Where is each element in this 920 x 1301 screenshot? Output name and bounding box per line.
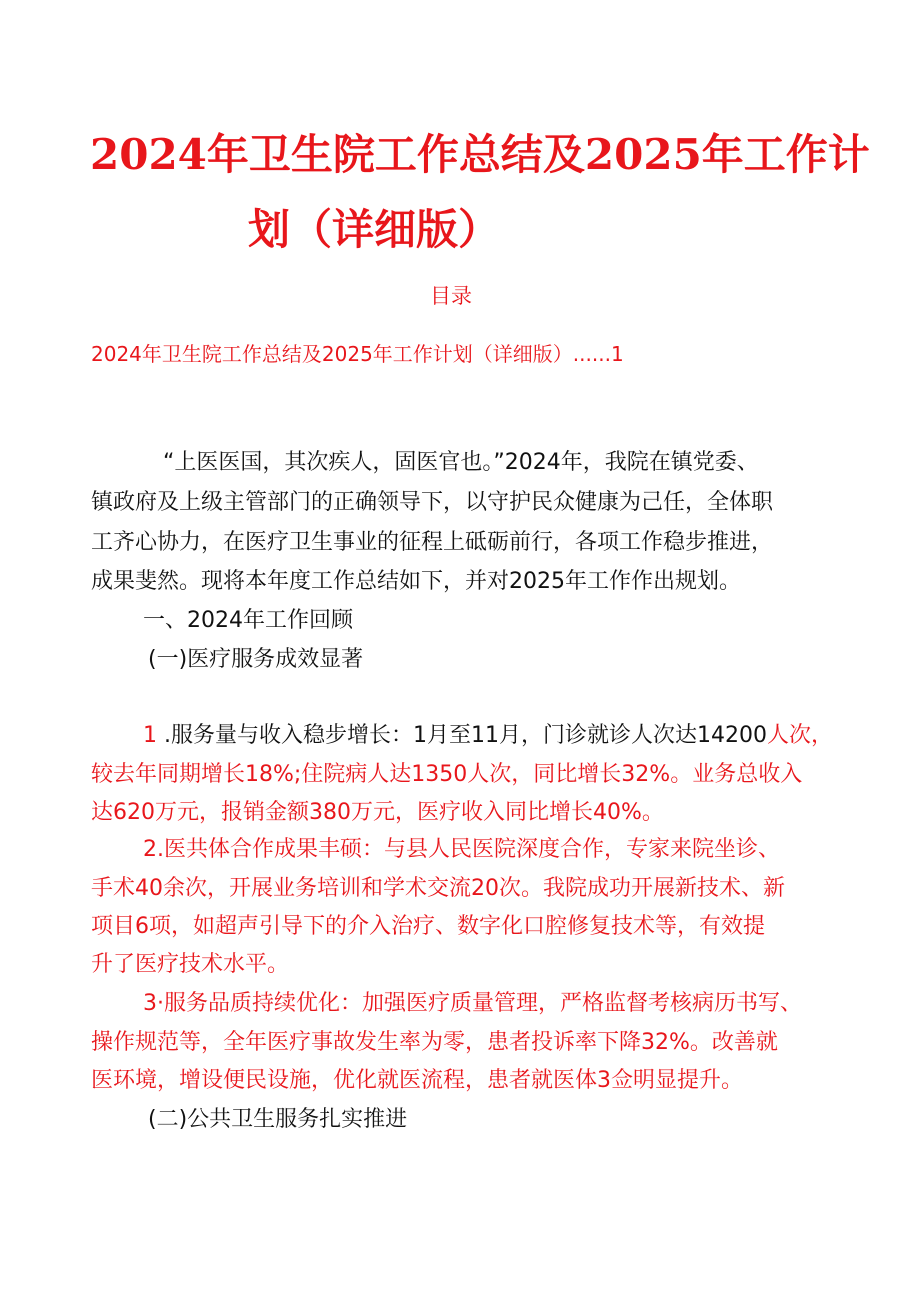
item-3-line-1: 3·服务品质持续优化：加强医疗质量管理，严格监督考核病历书写、 <box>143 991 802 1016</box>
item-1-line-1 <box>143 721 833 751</box>
intro-line-4: 成果斐然。现将本年度工作总结如下，并对2025年工作作出规划。 <box>91 569 741 594</box>
document-title-line-1: 2024年卫生院工作总结及2025年工作计 <box>90 130 870 179</box>
item-1-line-3: 达620万元，报销金额380万元，医疗收入同比增长40%。 <box>91 800 664 825</box>
item-3-line-2: 操作规范等，全年医疗事故发生率为零，患者投诉率下降32%。改善就 <box>91 1030 778 1055</box>
item-1-number: 1 <box>143 723 157 748</box>
intro-line-2: 镇政府及上级主管部门的正确领导下，以守护民众健康为己任，全体职 <box>91 490 774 515</box>
item-2-line-2: 手术40余次，开展业务培训和学术交流20次。我院成功开展新技术、新 <box>91 876 785 901</box>
intro-line-3: 工齐心协力，在医疗卫生事业的征程上砥砺前行，各项工作稳步推进， <box>91 530 774 555</box>
item-2-line-3: 项目6项，如超声引导下的介入治疗、数字化口腔修复技术等，有效提 <box>91 914 765 939</box>
item-2-line-4: 升了医疗技术水平。 <box>91 952 290 977</box>
item-1-line-2: 较去年同期增长18%;住院病人达1350人次，同比增长32%。业务总收入 <box>91 762 803 787</box>
toc-entry: 2024年卫生院工作总结及2025年工作计划（详细版）......1 <box>91 342 624 366</box>
item-3-line-3: 医环境，增设便民设施，优化就医流程，患者就医体3佥明显提升。 <box>91 1068 743 1093</box>
section-heading-1: 一、2024年工作回顾 <box>143 608 353 633</box>
item-1-text-tail: 人次， <box>766 723 833 748</box>
item-1-text: .服务量与收入稳步增长：1月至11月，门诊就诊人次达14200 <box>157 723 767 748</box>
document-title-line-2: 划（详细版） <box>248 205 501 254</box>
subsection-heading-1: (一)医疗服务成效显著 <box>148 647 364 672</box>
item-2-line-1: 2.医共体合作成果丰硕：与县人民医院深度合作，专家来院坐诊、 <box>143 837 780 862</box>
toc-heading: 目录 <box>430 284 472 308</box>
intro-line-1: “上医医国，其次疾人，固医官也。”2024年，我院在镇党委、 <box>163 450 759 475</box>
subsection-heading-2: (二)公共卫生服务扎实推进 <box>148 1107 408 1132</box>
